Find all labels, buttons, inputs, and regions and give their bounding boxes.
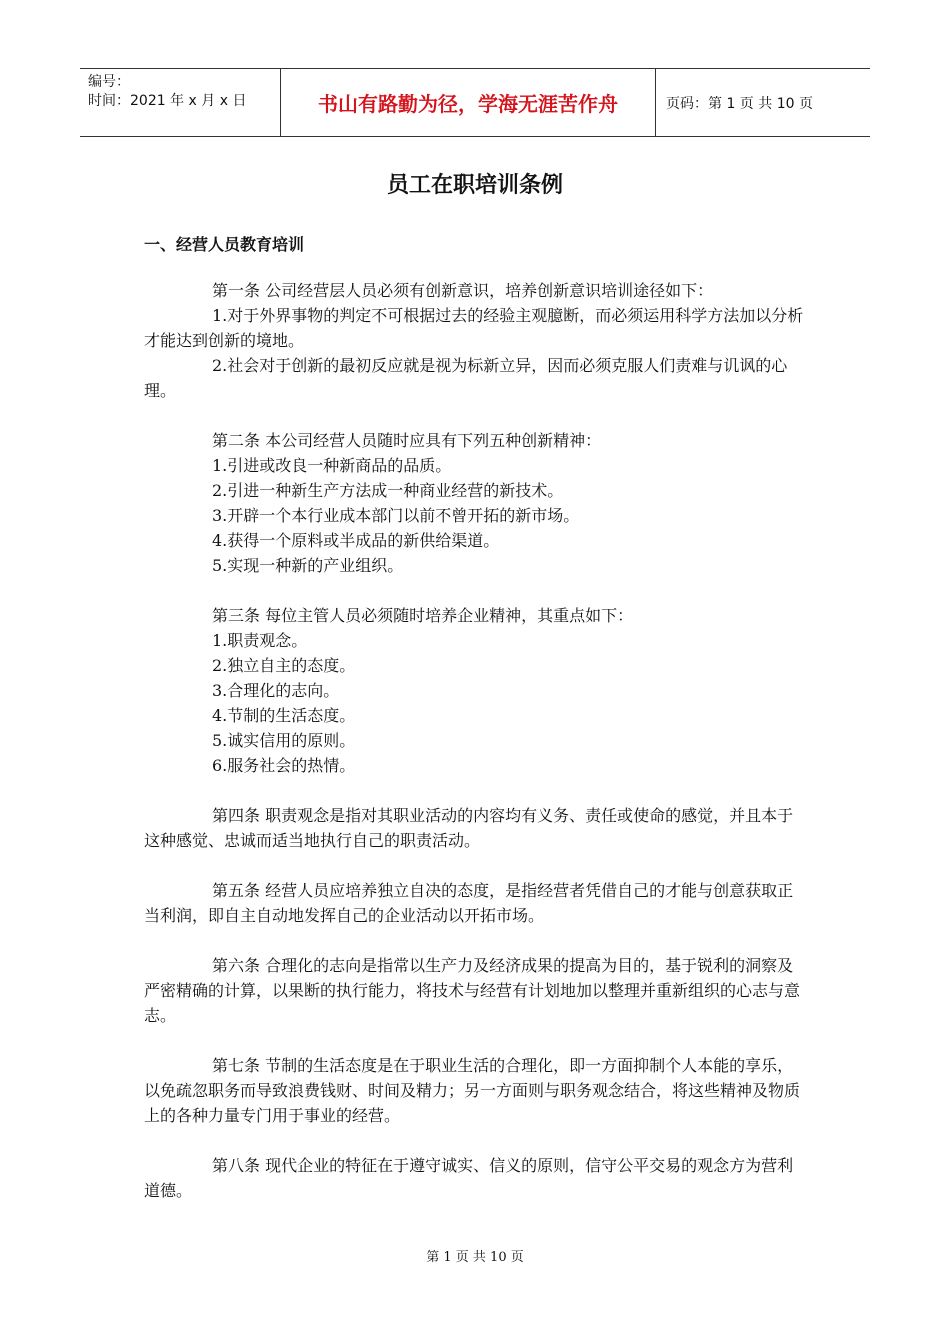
document-title: 员工在职培训条例: [386, 173, 563, 198]
list-item: 2.引进一种新生产方法成一种商业经营的新技术。: [212, 481, 564, 500]
section-title: 一、经营人员教育培训: [144, 235, 305, 254]
list-item: 1.引进或改良一种新商品的品质。: [212, 456, 452, 475]
article-4: 第四条 职责观念是指对其职业活动的内容均有义务、责任或使命的感觉，并且本于这种感觉、忠诚而适当地执行自己的职责活动。: [144, 806, 794, 850]
header-page-info: 页码：第 1 页 共 10 页: [666, 95, 813, 112]
page-footer: 第 1 页 共 10 页: [426, 1250, 524, 1265]
list-item: 6.服务社会的热情。: [212, 756, 356, 775]
list-item: 5.实现一种新的产业组织。: [212, 556, 404, 575]
list-item: 5.诚实信用的原则。: [212, 731, 356, 750]
article-5: 第五条 经营人员应培养独立自决的态度，是指经营者凭借自己的才能与创意获取正当利润，即自主自动地发挥自己的企业活动以开拓市场。: [144, 881, 794, 925]
article-2: 第二条 本公司经营人员随时应具有下列五种创新精神：: [212, 431, 602, 450]
list-item: 3.开辟一个本行业成本部门以前不曾开拓的新市场。: [212, 506, 580, 525]
article-1: 第一条 公司经营层人员必须有创新意识，培养创新意识培训途径如下：: [212, 281, 714, 300]
list-item: 4.节制的生活态度。: [212, 706, 356, 725]
list-item: 1.职责观念。: [212, 631, 308, 650]
header-meta: [80, 69, 280, 136]
article-6: 第六条 合理化的志向是指常以生产力及经济成果的提高为目的，基于锐利的洞察及严密精确的计算，以果断的执行能力，将技术与经营有计划地加以整理并重新组织的心志与意志。: [144, 956, 801, 1025]
article-8: 第八条 现代企业的特征在于遵守诚实、信义的原则，信守公平交易的观念方为营利道德。: [144, 1156, 794, 1200]
list-item: 2.社会对于创新的最初反应就是视为标新立异，因而必须克服人们责难与讥讽的心理。: [144, 356, 788, 400]
list-item: 4.获得一个原料或半成品的新供给渠道。: [212, 531, 500, 550]
list-item: 3.合理化的志向。: [212, 681, 340, 700]
article-3: 第三条 每位主管人员必须随时培养企业精神，其重点如下：: [212, 606, 634, 625]
list-item: 1.对于外界事物的判定不可根据过去的经验主观臆断，而必须运用科学方法加以分析才能达到创新的境地。: [144, 306, 804, 350]
document-body: [144, 278, 809, 1203]
time-label: 时间：2021 年 x 月 x 日: [88, 93, 247, 109]
document-header: [80, 68, 870, 137]
article-7: 第七条 节制的生活态度是在于职业生活的合理化，即一方面抑制个人本能的享乐，以免疏忽职务而导致浪费钱财、时间及精力；另一方面则与职务观念结合，将这些精神及物质上的各种力量专门用于事业的经营。: [144, 1056, 801, 1125]
header-motto: 书山有路勤为径，学海无涯苦作舟: [280, 69, 656, 136]
number-label: 编号：: [88, 74, 130, 90]
list-item: 2.独立自主的态度。: [212, 656, 356, 675]
